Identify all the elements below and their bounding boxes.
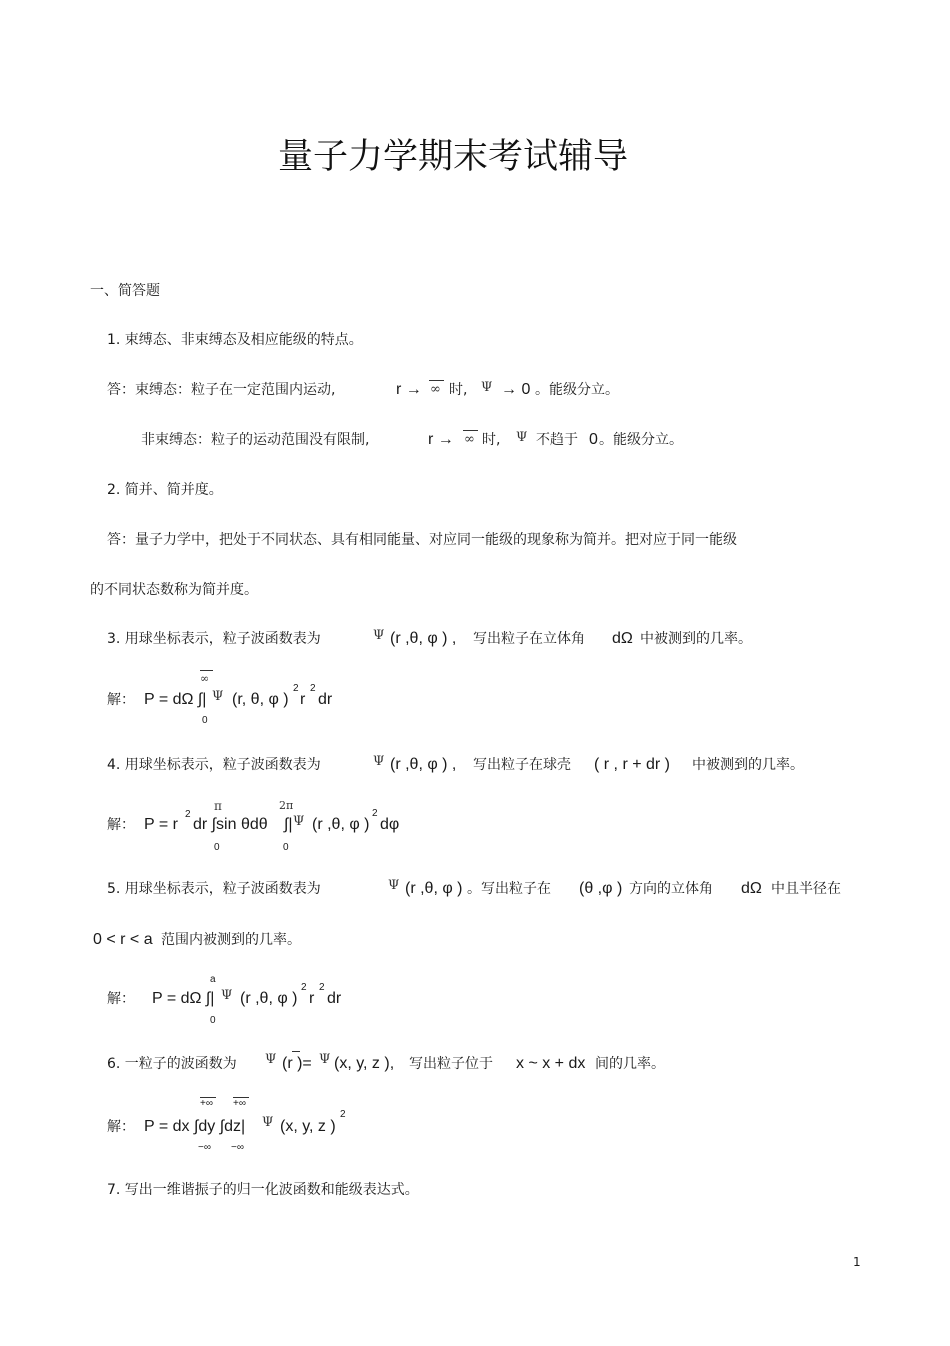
question-4-args: (r ,θ, φ ) , <box>390 756 457 773</box>
answer-1-bound-infinity: ∞ <box>430 382 441 397</box>
solution-4-square: 2 <box>185 809 191 820</box>
solution-5-label: 解： <box>107 991 135 1007</box>
solution-4-theta-integral: dr ∫sin θdθ <box>193 816 268 833</box>
solution-5-r-square: 2 <box>319 982 325 993</box>
solution-5-psi: Ψ <box>221 988 233 1003</box>
answer-1-unbound-infinity: ∞ <box>464 432 475 447</box>
solution-3-upper-limit: ∞ <box>200 672 210 685</box>
question-6-args: (x, y, z ), <box>334 1055 395 1072</box>
question-4-psi: Ψ <box>373 754 385 769</box>
solution-3-eq-lead: P = dΩ ∫| <box>144 691 207 708</box>
question-5-text-e: 范围内被测到的几率。 <box>161 932 301 948</box>
solution-4-eq-lead: P = r <box>144 816 178 833</box>
question-1: 1. 束缚态、非束缚态及相应能级的特点。 <box>107 332 363 348</box>
solution-5-dr: dr <box>327 990 342 1007</box>
question-4-shell: ( r , r + dr ) <box>594 756 670 773</box>
answer-2-line-1: 答：量子力学中，把处于不同状态、具有相同能量、对应同一能级的现象称为简并。把对应于同一能级 <box>107 532 737 548</box>
solution-5-args: (r ,θ, φ ) <box>240 990 298 1007</box>
answer-1-bound-r-arrow: r → <box>396 381 422 398</box>
question-5-direction: (θ ,φ ) <box>579 880 623 897</box>
answer-1-unbound-when: 时, <box>482 432 501 448</box>
answer-2-line-2: 的不同状态数称为简并度。 <box>90 582 258 598</box>
answer-1-unbound-not-tend: 不趋于 <box>536 432 578 448</box>
solution-3-label: 解： <box>107 692 135 708</box>
solution-3-r-square: 2 <box>310 683 316 694</box>
question-5-range: 0 < r < a <box>93 931 153 948</box>
solution-3-args: (r, θ, φ ) <box>232 691 289 708</box>
solution-3-psi: Ψ <box>212 689 224 704</box>
question-3-text-a: 3. 用球坐标表示，粒子波函数表为 <box>107 631 321 647</box>
solution-5-r: r <box>309 990 315 1007</box>
solution-5-square: 2 <box>301 982 307 993</box>
question-5-text-a: 5. 用球坐标表示，粒子波函数表为 <box>107 881 321 897</box>
question-5-text-c: 方向的立体角 <box>629 881 713 897</box>
question-6-psi: Ψ <box>265 1052 277 1067</box>
question-4-text-c: 中被测到的几率。 <box>692 757 804 773</box>
solution-4-upper-limit-2: 2π <box>279 799 294 812</box>
solution-3-dr: dr <box>318 691 333 708</box>
solution-3-square: 2 <box>293 683 299 694</box>
solution-6-square: 2 <box>340 1109 346 1120</box>
question-5-solid-angle: dΩ <box>741 880 762 897</box>
solution-6-upper-limit-1: +∞ <box>200 1098 213 1109</box>
solution-5-upper-limit: a <box>210 974 216 985</box>
question-5-text-b: 。写出粒子在 <box>467 881 551 897</box>
solution-6-args: (x, y, z ) <box>280 1118 336 1135</box>
solution-6-psi: Ψ <box>262 1115 274 1130</box>
question-2: 2. 简并、简并度。 <box>107 482 223 498</box>
question-3-text-b: 写出粒子在立体角 <box>473 631 585 647</box>
answer-1-bound-psi: Ψ <box>481 380 493 395</box>
answer-1-unbound-psi: Ψ <box>516 430 528 445</box>
solution-4-dphi: dφ <box>380 816 400 833</box>
answer-1-unbound-label: 非束缚态：粒子的运动范围没有限制, <box>141 432 370 448</box>
question-6-text-a: 6. 一粒子的波函数为 <box>107 1056 237 1072</box>
solution-4-psi: Ψ <box>293 814 305 829</box>
question-3-text-c: 中被测到的几率。 <box>640 631 752 647</box>
question-6-text-c: 间的几率。 <box>595 1056 665 1072</box>
answer-1-bound-end: 。能级分立。 <box>535 382 619 398</box>
answer-1-bound-to-zero: → 0 <box>501 381 531 398</box>
question-6-text-b: 写出粒子位于 <box>409 1056 493 1072</box>
question-6-range: x ~ x + dx <box>516 1055 586 1072</box>
question-4-text-b: 写出粒子在球壳 <box>473 757 571 773</box>
answer-1-unbound-end: 。能级分立。 <box>599 432 683 448</box>
question-3-solid-angle: dΩ <box>612 630 633 647</box>
solution-4-label: 解： <box>107 817 135 833</box>
question-6-r-vector: (r )= <box>282 1055 312 1072</box>
solution-6-eq-lead: P = dx ∫dy ∫dz| <box>144 1118 246 1135</box>
solution-6-upper-limit-2: +∞ <box>233 1098 246 1109</box>
question-7: 7. 写出一维谐振子的归一化波函数和能级表达式。 <box>107 1182 419 1198</box>
solution-5-eq-lead: P = dΩ ∫| <box>152 990 215 1007</box>
solution-5-lower-limit: 0 <box>210 1015 216 1026</box>
section-heading: 一、简答题 <box>90 283 160 299</box>
question-5-args: (r ,θ, φ ) <box>405 880 463 897</box>
question-3-psi: Ψ <box>373 628 385 643</box>
page-title: 量子力学期末考试辅导 <box>278 137 629 177</box>
solution-4-args: (r ,θ, φ ) <box>312 816 370 833</box>
question-5-psi: Ψ <box>388 878 400 893</box>
solution-3-r: r <box>300 691 306 708</box>
solution-3-lower-limit: 0 <box>202 715 208 726</box>
question-3-args: (r ,θ, φ ) , <box>390 630 457 647</box>
question-6-psi-2: Ψ <box>319 1052 331 1067</box>
page-number: 1 <box>853 1255 861 1269</box>
solution-4-lower-limit-1: 0 <box>214 842 220 853</box>
solution-4-lower-limit-2: 0 <box>283 842 289 853</box>
solution-6-lower-limit-2: −∞ <box>231 1142 244 1153</box>
answer-1-unbound-r-arrow: r → <box>428 431 454 448</box>
answer-1-bound-when: 时, <box>449 382 468 398</box>
question-5-text-d: 中且半径在 <box>771 881 841 897</box>
solution-6-lower-limit-1: −∞ <box>198 1142 211 1153</box>
answer-1-unbound-zero: 0 <box>589 431 598 448</box>
solution-4-phi-integral: ∫| <box>284 816 293 833</box>
question-4-text-a: 4. 用球坐标表示，粒子波函数表为 <box>107 757 321 773</box>
answer-1-bound-label: 答：束缚态：粒子在一定范围内运动, <box>107 382 336 398</box>
solution-4-upper-limit-1: π <box>214 799 222 813</box>
solution-6-label: 解： <box>107 1119 135 1135</box>
solution-4-square-b: 2 <box>372 808 378 819</box>
